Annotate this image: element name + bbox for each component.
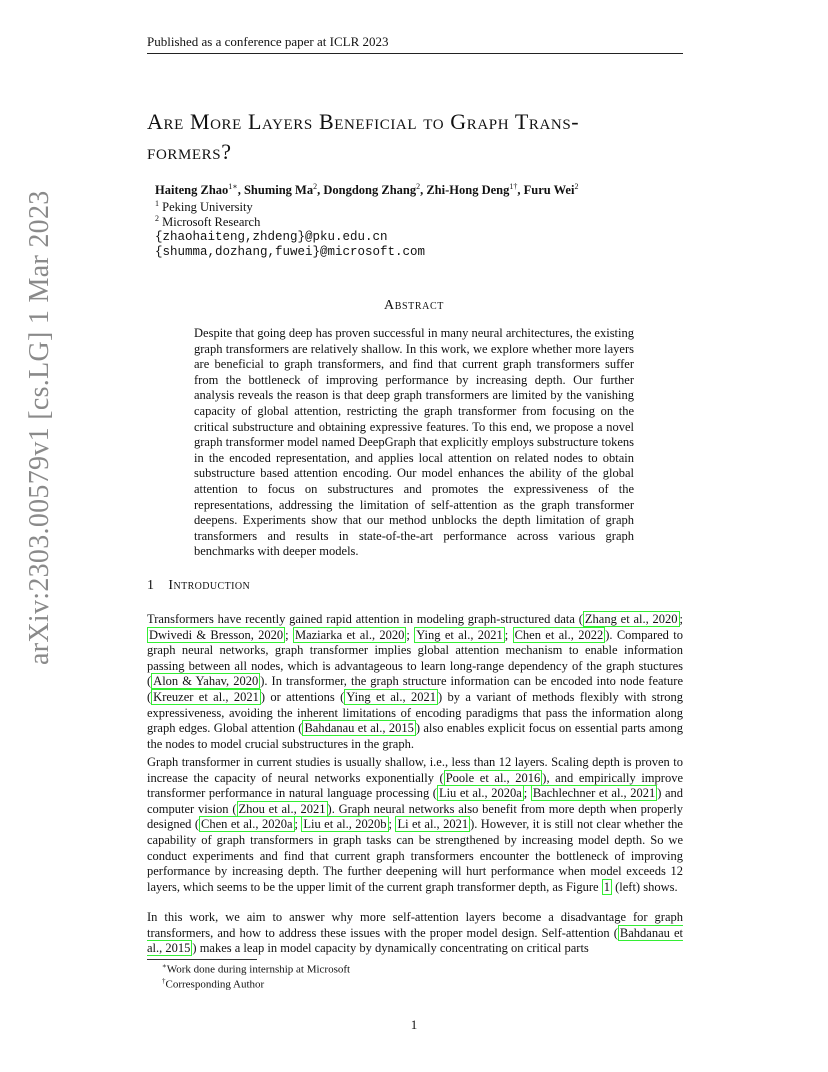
abstract-heading: Abstract: [384, 298, 444, 313]
body-text: ) by a variant of methods flexibly with strong expressiveness, avoiding the inherent limitations of encoding paradigms that pass the information along graph edges. Global attention (: [147, 689, 683, 736]
citation-link[interactable]: Liu et al., 2020b: [303, 817, 387, 832]
citation-link[interactable]: Chen et al., 2022: [514, 627, 604, 642]
body-text: Transformers have recently gained rapid attention in modeling graph-structured data (: [147, 612, 583, 626]
body-text: ). However, it is still not clear whether the capability of graph transformers in graph tasks can be strengthened by increasing model depth. So we conduct experiments and find that current graph transformers encounter the bottleneck of improving performance by increasing depth. The further deepening will hurt performance when model exceeds 12 layers, which seems to be the upper limit of the current graph transformer depth, as Figure: [147, 817, 683, 894]
footnote-mark: ∗: [162, 962, 167, 970]
body-text: ). Graph neural networks also benefit from more depth when properly designed (: [147, 801, 683, 832]
footnote: [162, 962, 350, 976]
body-text: In this work, we aim to answer why more self-attention layers become a disadvantage for graph transformers, and how to address these issues with the proper model design. Self-attention (: [147, 910, 683, 940]
citation-link[interactable]: Liu et al., 2020a: [438, 786, 522, 801]
email-line: {shumma,dozhang,fuwei}@microsoft.com: [155, 245, 426, 259]
body-text: ;: [406, 627, 415, 642]
affiliation: [155, 214, 260, 230]
figure-link[interactable]: 1: [603, 879, 610, 894]
body-text: Graph transformer in current studies is usually shallow, i.e., less than 12 layers. Scaling depth is proven to increase the capacity of neural networks exponentially (: [147, 755, 683, 785]
citation-link[interactable]: Chen et al., 2020a: [201, 817, 293, 832]
citation-link[interactable]: Zhang et al., 2020: [584, 612, 678, 626]
citation-link[interactable]: Zhou et al., 2021: [238, 801, 326, 816]
citation-link[interactable]: Maziarka et al., 2020: [294, 627, 405, 642]
footnote-text: Corresponding Author: [165, 978, 265, 991]
body-text: ) or attentions (: [260, 689, 345, 704]
body-text: ) and computer vision (: [147, 786, 683, 816]
email-line: {zhaohaiteng,zhdeng}@pku.edu.cn: [155, 230, 388, 244]
author-sup: 1†: [509, 182, 518, 191]
author-sup: 2: [313, 182, 318, 191]
arxiv-watermark: arXiv:2303.00579v1 [cs.LG] 1 Mar 2023: [24, 190, 55, 665]
affiliation-name: Peking University: [162, 200, 253, 215]
abstract-text: Despite that going deep has proven successful in many neural architectures, the existing graph transformers are relatively shallow. In this work, we explore whether more layers are beneficial to graph transformers, and find that current graph transformers suffer from the bottleneck of improving performance by increasing depth. Our further analysis reveals the reason is that deep graph transformers are limited by the vanishing capacity of global attention, restricting the graph transformer from focusing on the critical substructure and obtaining expressive features. To this end, we propose a novel graph transformer model named DeepGraph that explicitly employs substructure tokens in the encoded representation, and applies local attention on related nodes to obtain substructure based attention encoding. Our model enhances the ability of the global attention to focus on substructures and promotes the expressiveness of the representations, addressing the limitation of self-attention as the graph transformer deepens. Experiments show that our method unblocks the depth limitation of graph transformers and results in state-of-the-art performance across various graph benchmarks with deeper models.: [194, 326, 634, 559]
running-header: Published as a conference paper at ICLR 2023: [147, 34, 389, 49]
citation-link[interactable]: Kreuzer et al., 2021: [153, 689, 259, 704]
section-heading: [147, 578, 250, 594]
body-text: ) also enables explicit focus on essential parts among the nodes to model crucial substructures in the graph.: [147, 721, 683, 751]
author-name: Shuming Ma: [243, 183, 314, 198]
title-line-1: Are More Layers Beneficial to Graph Trans-: [147, 109, 580, 134]
footnote-text: Work done during internship at Microsoft: [166, 963, 351, 976]
citation-link[interactable]: Bachlechner et al., 2021: [532, 786, 656, 801]
citation-link[interactable]: Ying et al., 2021: [416, 627, 503, 642]
body-text: ;: [388, 817, 396, 832]
citation-link[interactable]: Bahdanau et al., 2015: [147, 925, 683, 956]
affiliation-name: Microsoft Research: [162, 215, 261, 230]
body-text: ;: [504, 627, 513, 642]
intro-paragraph-2: [147, 755, 683, 895]
author-name: Haiteng Zhao: [155, 183, 229, 198]
header-rule: [147, 53, 683, 54]
author-sup: 2: [574, 182, 579, 191]
section-title: Introduction: [168, 578, 251, 593]
paper-title: [147, 107, 707, 167]
author-name: Dongdong Zhang: [323, 183, 417, 198]
author-name: Furu Wei: [523, 183, 575, 198]
body-text: ), and empirically improve transformer performance in natural language processing (: [147, 770, 683, 801]
title-line-2: formers?: [147, 139, 232, 164]
citation-link[interactable]: Poole et al., 2016: [445, 770, 541, 785]
body-text: ). Compared to graph neural networks, graph transformer implies global attention mechanism to enable information passing between all nodes, which is advantageous to learn long-range dependency of the graph stuctures (: [147, 627, 683, 689]
intro-paragraph-3: [147, 910, 683, 957]
body-text: ). In transformer, the graph structure information can be encoded into node feature (: [147, 674, 683, 704]
citation-link[interactable]: Bahdanau et al., 2015: [304, 721, 414, 736]
body-text: ;: [679, 612, 684, 626]
page-number: 1: [410, 1017, 418, 1032]
body-text: ) makes a leap in model capacity by dynamically concentrating on critical parts: [192, 941, 589, 956]
section-number: 1: [147, 578, 155, 593]
body-text: (left) shows.: [611, 879, 678, 894]
footnote-mark: †: [162, 977, 166, 985]
author-sup: 2: [416, 182, 421, 191]
body-text: ;: [523, 786, 531, 801]
affiliation-sup: 2: [155, 214, 159, 223]
author-sup: 1∗: [228, 182, 238, 191]
body-text: ;: [285, 627, 293, 642]
body-text: ;: [294, 817, 302, 832]
author-list: Haiteng Zhao$^{1∗}$, Shuming Ma$^2$, Dongdong Zhang$^2$, Zhi-Hong Deng$^{1\dagger}$, Furu Wei$^2$: [155, 182, 579, 198]
affiliation: [155, 199, 253, 215]
footnote-rule: [147, 959, 257, 960]
citation-link[interactable]: Li et al., 2021: [397, 817, 469, 832]
footnote: [162, 977, 264, 991]
citation-link[interactable]: Ying et al., 2021: [346, 689, 436, 704]
citation-link[interactable]: Alon & Yahav, 2020: [153, 674, 259, 689]
author-name: Zhi-Hong Deng: [426, 183, 510, 198]
affiliation-sup: 1: [155, 199, 159, 208]
intro-paragraph-1: [147, 612, 683, 752]
citation-link[interactable]: Dwivedi & Bresson, 2020: [149, 627, 284, 642]
